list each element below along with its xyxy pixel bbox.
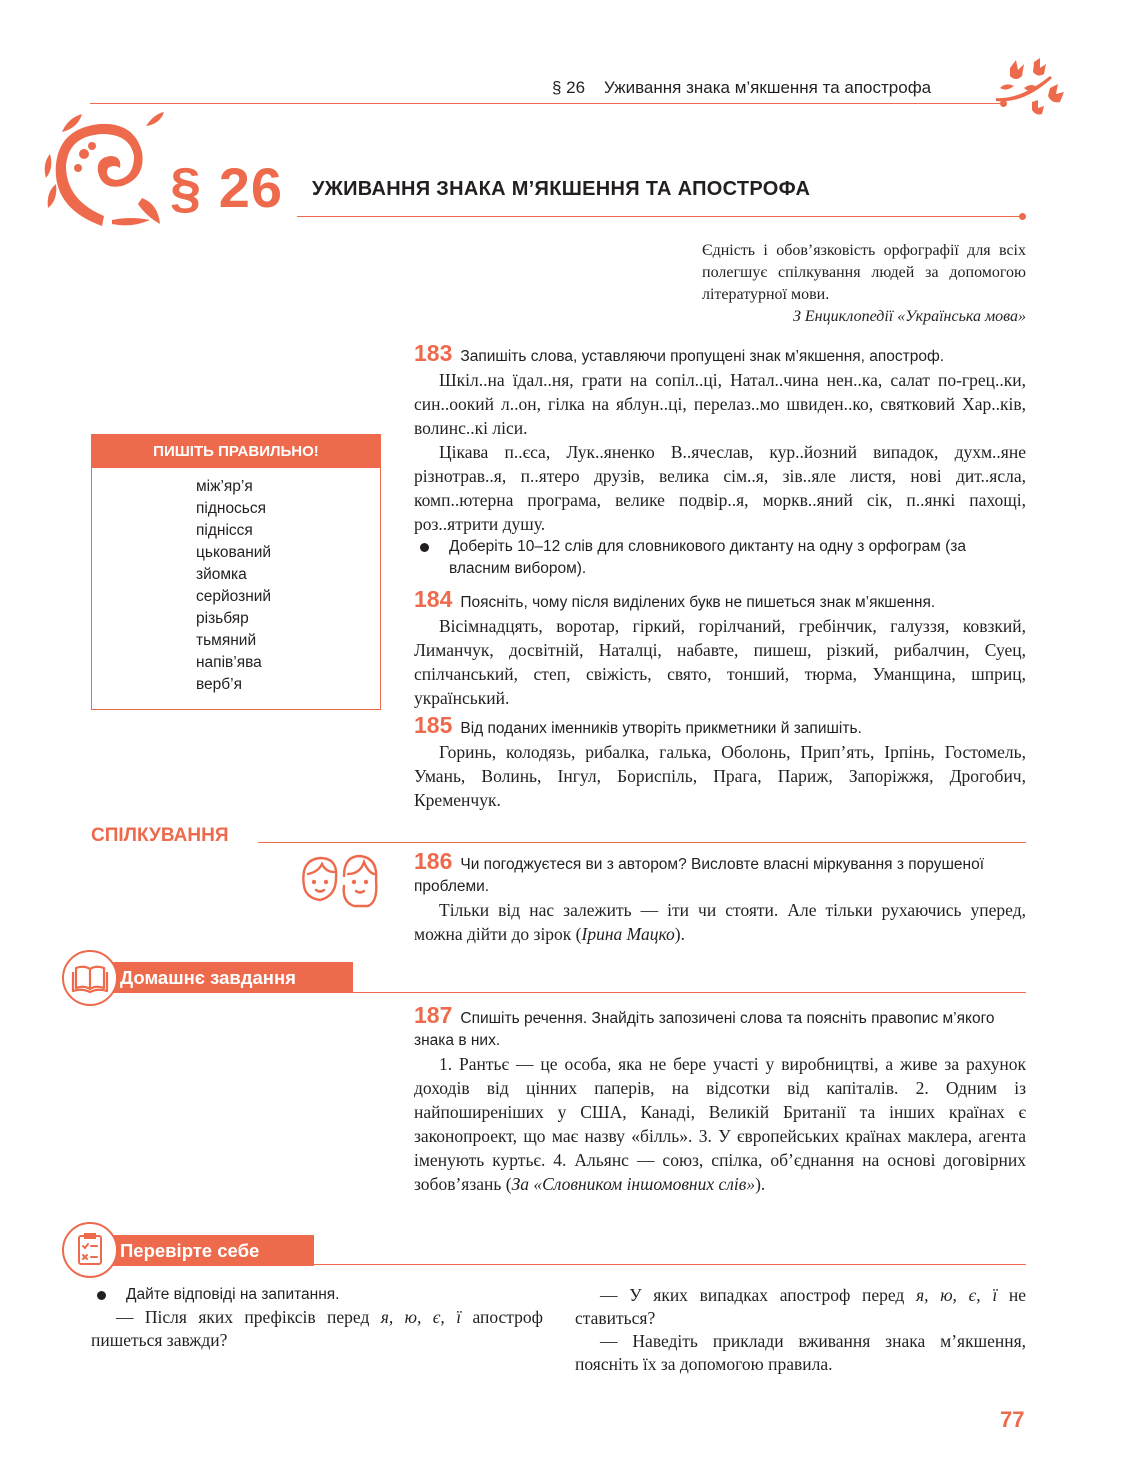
list-item: тьмяний bbox=[196, 632, 257, 649]
title-divider bbox=[297, 216, 1021, 217]
exercise-text: Цікава п..єса, Лук..яненко В..ячеслав, кур..йозний випадок, духм..яне різнотрав..я, п..ятеро друзів, велика сім..я, зів..яле листя, нові дит..ясла, комп..ютерна програма, велике подвір..я, моркв..яний сік, п..янкі пахощі, роз..ятрити душу. bbox=[414, 442, 1026, 534]
running-header: § 26 Уживання знака м’якшення та апострофа bbox=[552, 78, 932, 97]
list-item: підносься bbox=[196, 500, 267, 517]
check-right-column bbox=[575, 1284, 1026, 1376]
list-item: цькований bbox=[196, 544, 272, 561]
list-item: серйозний bbox=[196, 588, 272, 605]
epigraph-source: З Енциклопедії «Українська мова» bbox=[792, 308, 1026, 325]
exercise-task: Поясніть, чому після виділених букв не пишеться знак м’якшення. bbox=[460, 594, 936, 611]
list-item: піднісся bbox=[196, 522, 253, 539]
exercise-number: 183 bbox=[414, 340, 453, 366]
list-item: зйомка bbox=[196, 566, 247, 583]
exercise-bullet: Доберіть 10–12 слів для словникового диктанту на одну з орфограм (за власним вибором). bbox=[414, 536, 1026, 580]
question-1 bbox=[91, 1306, 543, 1352]
question-text: — Після яких префіксів перед bbox=[116, 1307, 381, 1327]
exercise-number: 185 bbox=[414, 712, 453, 738]
communication-heading: СПІЛКУВАННЯ bbox=[91, 825, 229, 846]
question-letters: я, ю, є, ї bbox=[380, 1307, 462, 1327]
floral-ornament-icon bbox=[42, 108, 164, 230]
exercise-185 bbox=[414, 714, 1026, 812]
quote-text: Тільки від нас залежить — іти чи стояти. Але тільки рухаючись уперед, можна дійти до зірок ( bbox=[414, 900, 1026, 944]
exercise-number: 184 bbox=[414, 586, 453, 612]
exercise-183 bbox=[414, 342, 1026, 580]
tulip-ornament-icon bbox=[990, 58, 1070, 116]
epigraph-text: Єдність і обов’язковість орфографії для всіх полегшує спілкування людей за допомогою літературної мови. bbox=[702, 242, 1026, 303]
checklist-icon bbox=[62, 1222, 118, 1278]
epigraph bbox=[702, 240, 1026, 328]
section-title: УЖИВАННЯ ЗНАКА М’ЯКШЕННЯ ТА АПОСТРОФА bbox=[312, 178, 811, 200]
title-divider-dot bbox=[1019, 213, 1026, 220]
question-text: апостроф пишеться завжди? bbox=[91, 1307, 544, 1350]
exercise-task: Спишіть речення. Знайдіть запозичені слова та поясніть правопис м’якого знака в них. bbox=[414, 1010, 995, 1049]
exercise-text: Вісімнадцять, воротар, гіркий, горілчаний, гребінчик, галуззя, ковзкий, Лиманчук, досвітній, Наталці, набавте, пишеш, різкий, рибалчин, Суец, спілчанський, степ, свіжість, свято, тонший, тюрма, Уманщина, шприц, український. bbox=[414, 616, 1026, 708]
faces-icon bbox=[298, 852, 382, 910]
communication-divider bbox=[258, 842, 1026, 843]
word-list bbox=[196, 476, 380, 696]
exercise-number: 187 bbox=[414, 1002, 453, 1028]
exercise-number: 186 bbox=[414, 848, 453, 874]
write-correctly-box bbox=[91, 434, 381, 710]
exercise-text bbox=[414, 1052, 1026, 1196]
exercise-sentences: 1. Рантьє — це особа, яка не бере участі у виробництві, а живе за рахунок доходів від цінних паперів, на відсотки від капіталів. 2. Одним із найпоширеніших у США, Канаді, Великій Британії та інших країнах є законопроект, що має назву «білль». 3. У європейських країнах маклера, агента іменують куртьє. 4. Альянс — союз, спілка, об’єднання на основі договірних зобов’язань ( bbox=[414, 1054, 1026, 1194]
quote-author: Ірина Мацко bbox=[581, 924, 675, 944]
exercise-text bbox=[414, 898, 1026, 946]
page-number: 77 bbox=[1000, 1407, 1025, 1432]
homework-divider bbox=[352, 992, 1026, 993]
check-bullet: Дайте відповіді на запитання. bbox=[91, 1284, 543, 1306]
check-banner: Перевірте себе bbox=[106, 1235, 314, 1266]
list-item: різьбяр bbox=[196, 610, 249, 627]
list-item: між’яр’я bbox=[196, 478, 253, 495]
question-2 bbox=[575, 1284, 1026, 1330]
list-item: верб’я bbox=[196, 676, 243, 693]
homework-banner: Домашнє завдання bbox=[106, 962, 353, 993]
check-divider bbox=[312, 1264, 1026, 1265]
check-left-column bbox=[91, 1284, 543, 1352]
exercise-task: Запишіть слова, уставляючи пропущені знак м’якшення, апостроф. bbox=[460, 348, 945, 365]
section-number: § 26 bbox=[170, 156, 283, 219]
question-text: — У яких випадках апостроф перед bbox=[600, 1285, 916, 1305]
exercise-task: Від поданих іменників утворіть прикметники й запишіть. bbox=[460, 720, 862, 737]
header-divider bbox=[90, 103, 1002, 104]
list-item: напів’ява bbox=[196, 654, 262, 671]
exercise-text: Шкіл..на їдал..ня, грати на сопіл..ці, Натал..чина нен..ка, салат по-грец..ки, син..оокий л..он, гілка на яблун..ці, перелаз..мо швиден..ко, святковий Хар..ків, волинс..кі ліси. bbox=[414, 370, 1026, 438]
exercise-187 bbox=[414, 1004, 1026, 1196]
book-icon bbox=[62, 950, 118, 1006]
question-letters: є, ї bbox=[968, 1285, 998, 1305]
question-3: — Наведіть приклади вживання знака м’якшення, поясніть їх за допомогою правила. bbox=[575, 1331, 1026, 1374]
box-title: ПИШІТЬ ПРАВИЛЬНО! bbox=[92, 435, 380, 468]
exercise-task: Чи погоджуєтеся ви з автором? Висловте власні міркування з порушеної проблеми. bbox=[414, 856, 985, 895]
question-text: не ставиться? bbox=[575, 1285, 1027, 1328]
exercise-186 bbox=[414, 850, 1026, 946]
exercise-184 bbox=[414, 588, 1026, 710]
exercise-source: За «Словником іншомовних слів» bbox=[511, 1174, 756, 1194]
quote-end: ). bbox=[674, 924, 685, 944]
exercise-end: ). bbox=[755, 1174, 766, 1194]
exercise-text: Горинь, колодязь, рибалка, галька, Оболонь, Прип’ять, Ірпінь, Гостомель, Умань, Волинь, Інгул, Бориспіль, Прага, Париж, Запоріжжя, Дрогобич, Кременчук. bbox=[414, 742, 1026, 810]
question-letters: я, ю, bbox=[916, 1285, 957, 1305]
